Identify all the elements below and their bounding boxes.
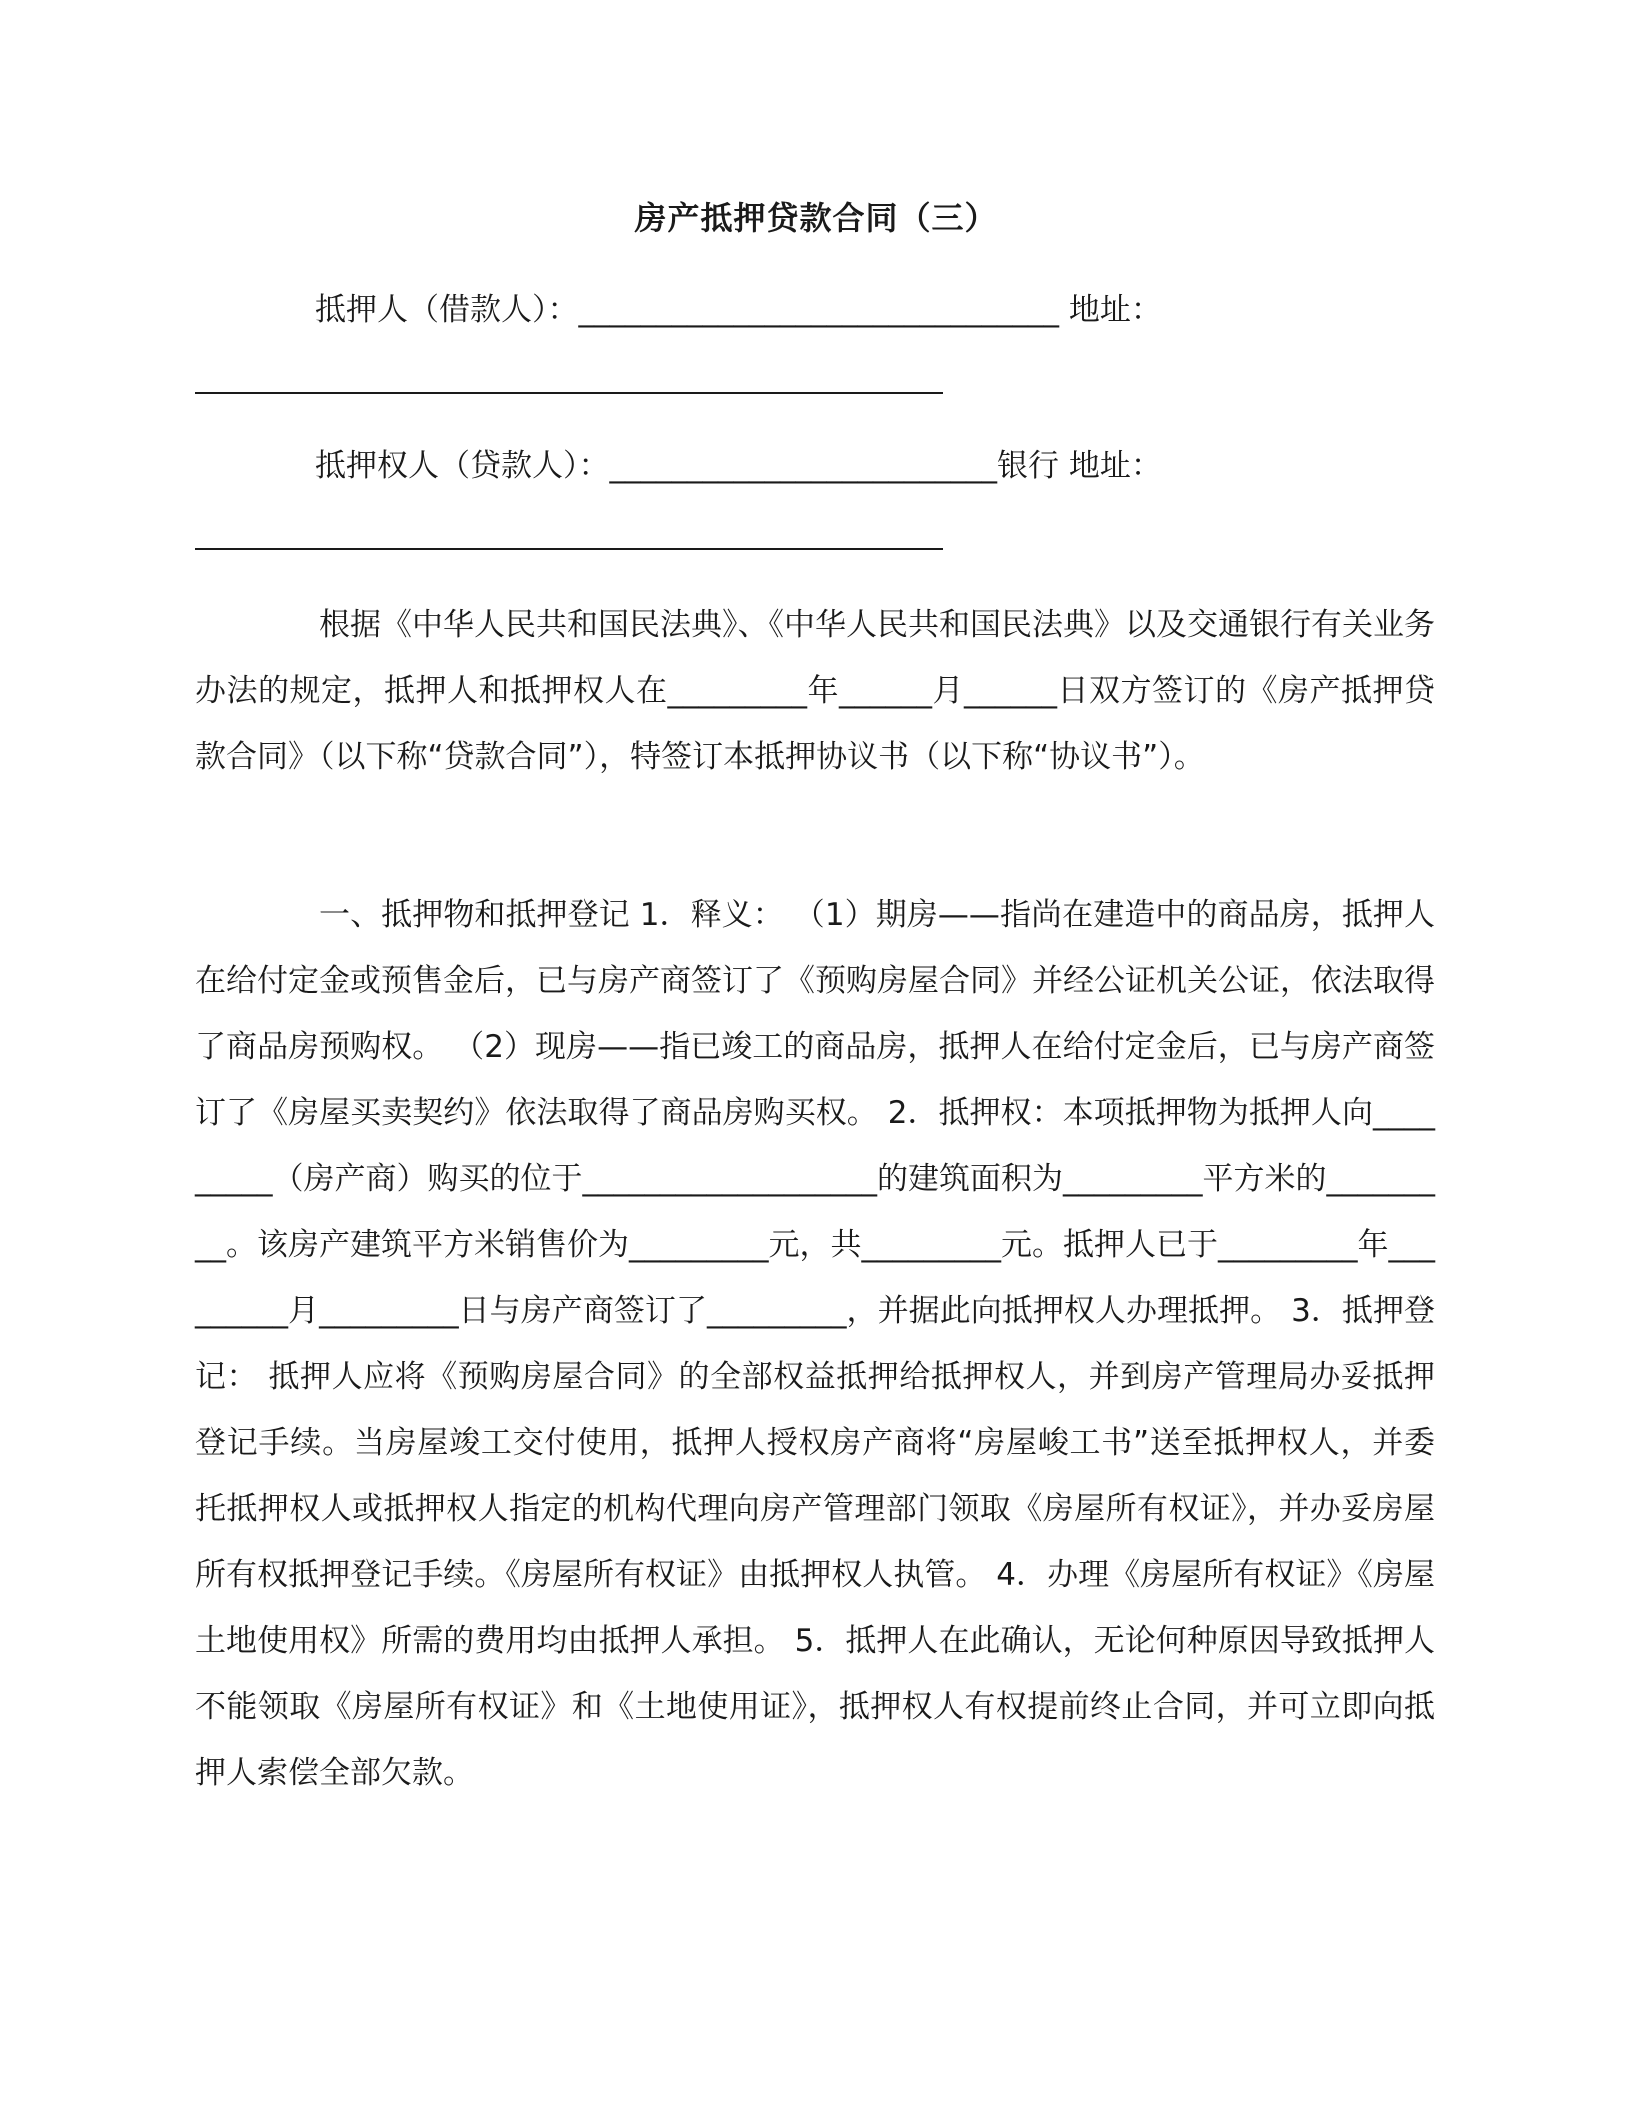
mortgagee-line: 抵押权人（贷款人）：_________________________银行 地址： — [315, 448, 1162, 484]
mortgagee-address-blank — [195, 548, 943, 550]
intro-paragraph: 根据《中华人民共和国民法典》、《中华人民共和国民法典》以及交通银行有关业务办法的规定，抵押人和抵押权人在_________年______月______日双方签订的《房产抵押贷款合同》（以下称“贷款合同”），特签订本抵押协议书（以下称“协议书”）。 — [195, 607, 1435, 775]
section-one-paragraph: 一、抵押物和抵押登记 1．释义： （1）期房——指尚在建造中的商品房，抵押人在给付定金或预售金后，已与房产商签订了《预购房屋合同》并经公证机关公证，依法取得了商品房预购权。 （2）现房——指已竣工的商品房，抵押人在给付定金后，已与房产商签订了《房屋买卖契约》依法取得了商品房购买权。 2．抵押权：本项抵押物为抵押人向_________（房产商）购买的位于___________________的建筑面积为_________平方米的_________。该房产建筑平方米销售价为_________元，共_________元。抵押人已于_________年_________月_________日与房产商签订了_________，并据此向抵押权人办理抵押。 3．抵押登记： 抵押人应将《预购房屋合同》的全部权益抵押给抵押权人，并到房产管理局办妥抵押登记手续。当房屋竣工交付使用，抵押人授权房产商将“房屋峻工书”送至抵押权人，并委托抵押权人或抵押权人指定的机构代理向房产管理部门领取《房屋所有权证》，并办妥房屋所有权抵押登记手续。《房屋所有权证》由抵押权人执管。 4．办理《房屋所有权证》《房屋土地使用权》所需的费用均由抵押人承担。 5．抵押人在此确认，无论何种原因导致抵押人不能领取《房屋所有权证》和《土地使用证》，抵押权人有权提前终止合同，并可立即向抵押人索偿全部欠款。 — [195, 897, 1435, 1791]
mortgagor-line: 抵押人（借款人）：_______________________________ 地址： — [315, 292, 1162, 328]
mortgagor-address-blank — [195, 392, 943, 394]
document-title: 房产抵押贷款合同（三） — [634, 199, 998, 237]
